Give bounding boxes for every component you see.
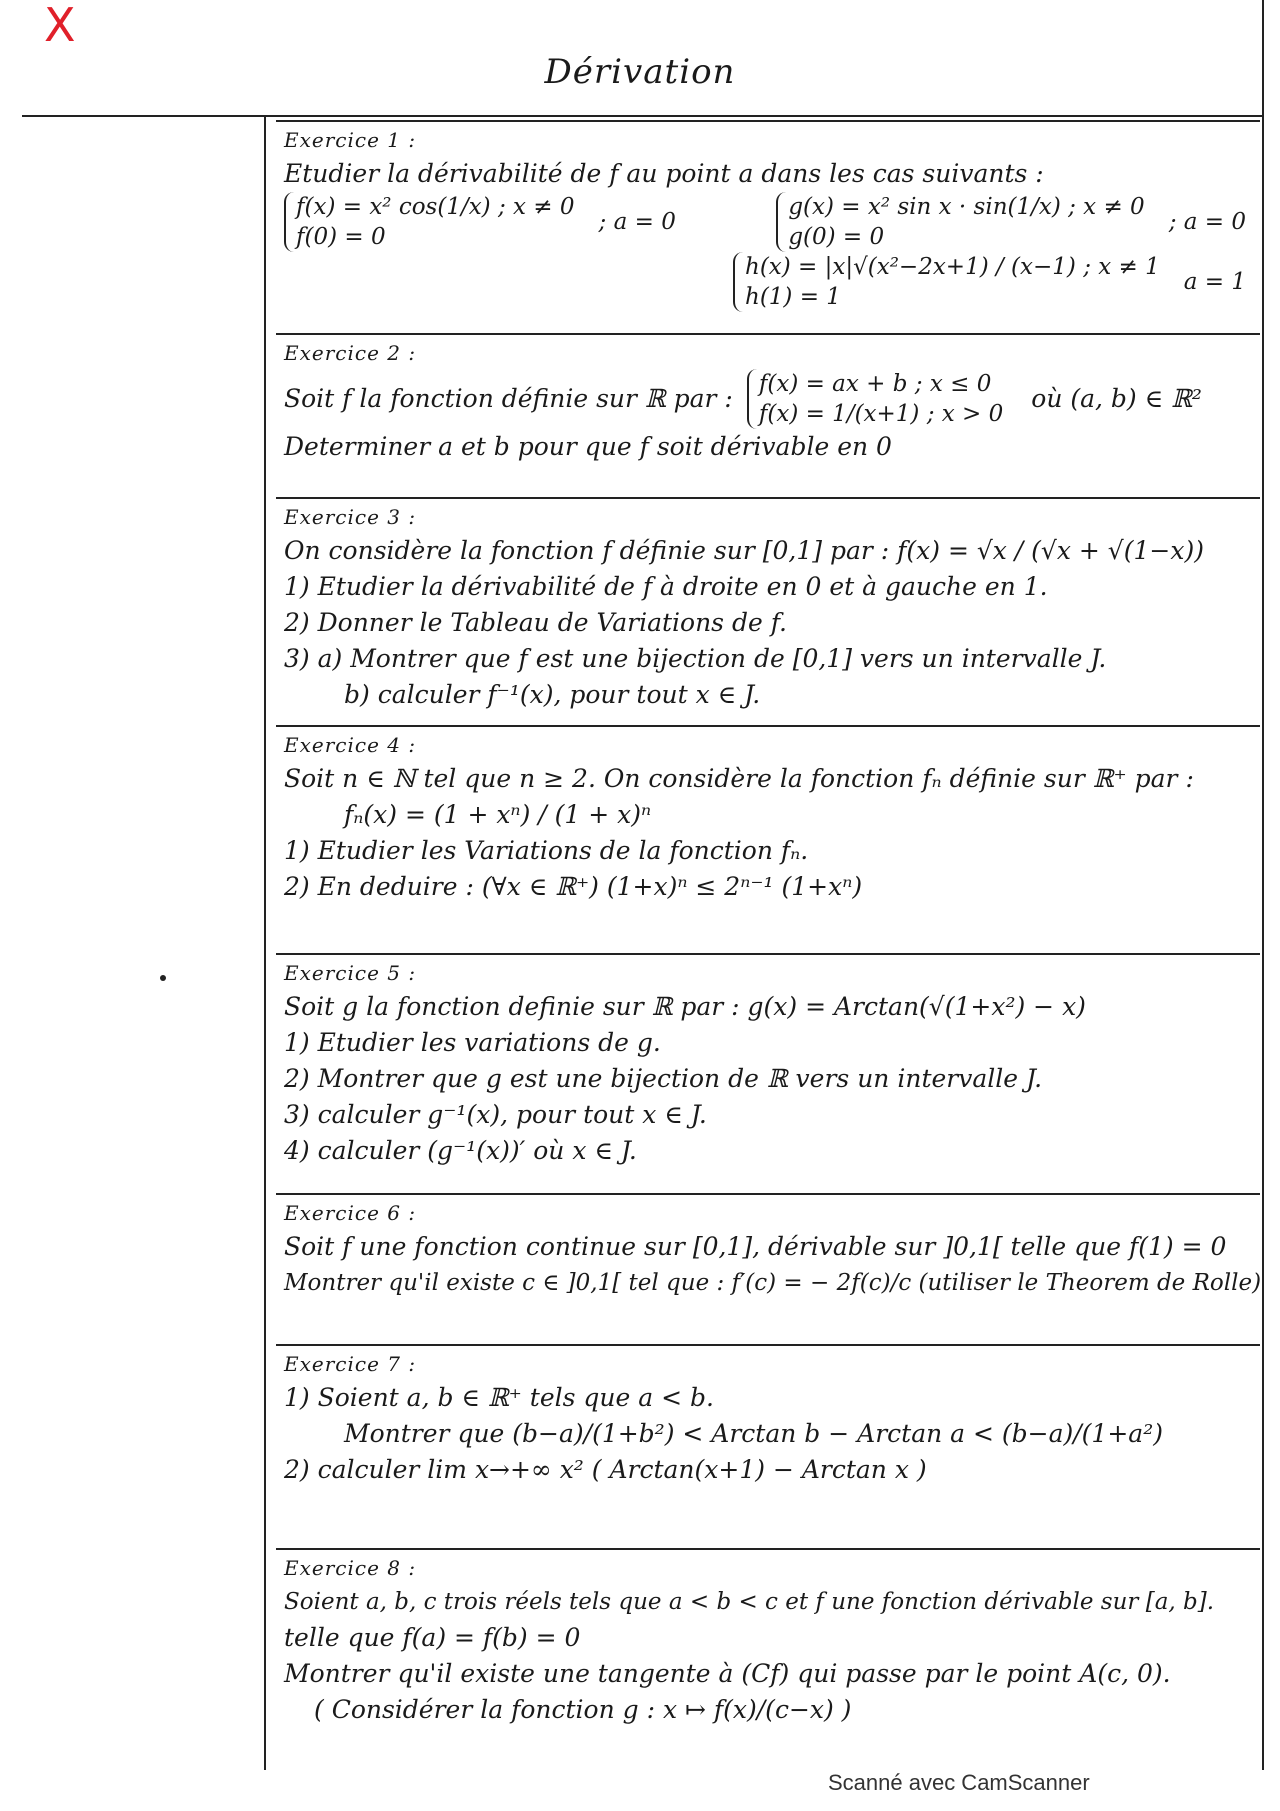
exercise-title: Exercice 3 :	[284, 505, 417, 529]
red-x-mark: X	[44, 0, 76, 52]
scanner-watermark: Scanné avec CamScanner	[828, 1770, 1090, 1795]
question-4: 4) calculer (g⁻¹(x))′ où x ∈ J.	[284, 1136, 637, 1165]
case-f	[284, 192, 676, 252]
exercise-8	[276, 1548, 1260, 1768]
exercise-hint: ( Considérer la fonction g : x ↦ f(x)/(c−x) )	[314, 1695, 852, 1724]
exercise-statement: Soit g la fonction definie sur ℝ par : g(x) = Arctan(√(1+x²) − x)	[284, 992, 1086, 1021]
exercise-5	[276, 953, 1260, 1190]
exercise-condition: telle que f(a) = f(b) = 0	[284, 1623, 581, 1652]
case-line: f(x) = x² cos(1/x) ; x ≠ 0	[296, 194, 575, 220]
piecewise-line: f(x) = 1/(x+1) ; x > 0	[758, 401, 1004, 427]
question-1: 1) Etudier les Variations de la fonction fₙ.	[284, 836, 809, 865]
question-3a: 3) a) Montrer que f est une bijection de [0,1] vers un intervalle J.	[284, 644, 1107, 673]
definition-row	[284, 369, 1254, 429]
exercise-title: Exercice 6 :	[284, 1201, 417, 1225]
margin-line	[264, 115, 266, 1770]
exercise-statement: Soit f une fonction continue sur [0,1], dérivable sur ]0,1[ telle que f(1) = 0	[284, 1232, 1227, 1261]
function-definition: fₙ(x) = (1 + xⁿ) / (1 + x)ⁿ	[344, 800, 652, 829]
inequality: Montrer que (b−a)/(1+b²) < Arctan b − Arctan a < (b−a)/(1+a²)	[344, 1419, 1163, 1448]
exercise-title: Exercice 7 :	[284, 1352, 417, 1376]
question-1: 1) Etudier les variations de g.	[284, 1028, 661, 1057]
case-line: h(x) = |x|√(x²−2x+1) / (x−1) ; x ≠ 1	[745, 254, 1160, 280]
exercise-statement: Soit n ∈ ℕ tel que n ≥ 2. On considère la fonction fₙ définie sur ℝ⁺ par :	[284, 764, 1194, 793]
exercise-title: Exercice 8 :	[284, 1556, 417, 1580]
exercise-statement: Soit f la fonction définie sur ℝ par :	[284, 384, 733, 413]
exercise-statement: Etudier la dérivabilité de f au point a dans les cas suivants :	[284, 159, 1044, 188]
case-point: ; a = 0	[1168, 208, 1246, 235]
page-title: Dérivation	[544, 52, 736, 92]
question-3: 3) calculer g⁻¹(x), pour tout x ∈ J.	[284, 1100, 707, 1129]
question-3b: b) calculer f⁻¹(x), pour tout x ∈ J.	[344, 680, 761, 709]
question-1: 1) Soient a, b ∈ ℝ⁺ tels que a < b.	[284, 1383, 714, 1412]
parameter-domain: où (a, b) ∈ ℝ²	[1031, 384, 1202, 413]
question-2: 2) En deduire : (∀x ∈ ℝ⁺) (1+x)ⁿ ≤ 2ⁿ⁻¹ (1+xⁿ)	[284, 872, 863, 901]
exercise-statement: On considère la fonction f définie sur [0,1] par : f(x) = √x / (√x + √(1−x))	[284, 536, 1204, 565]
case-line: h(1) = 1	[745, 284, 841, 310]
cases-row	[284, 192, 1254, 252]
exercise-question: Determiner a et b pour que f soit dérivable en 0	[284, 432, 892, 461]
exercise-3	[276, 497, 1260, 722]
piecewise-line: f(x) = ax + b ; x ≤ 0	[758, 371, 992, 397]
exercise-title: Exercice 1 :	[284, 128, 417, 152]
case-line: g(0) = 0	[788, 224, 885, 250]
case-line: f(0) = 0	[296, 224, 386, 250]
exercise-title: Exercice 4 :	[284, 733, 417, 757]
question-2: 2) Donner le Tableau de Variations de f.	[284, 608, 788, 637]
exercise-question: Montrer qu'il existe une tangente à (Cf) qui passe par le point A(c, 0).	[284, 1659, 1171, 1688]
exercise-statement: Soient a, b, c trois réels tels que a < b < c et f une fonction dérivable sur [a, b].	[284, 1589, 1215, 1615]
question-2: 2) Montrer que g est une bijection de ℝ vers un intervalle J.	[284, 1064, 1043, 1093]
exercise-title: Exercice 2 :	[284, 341, 417, 365]
case-point: ; a = 0	[598, 208, 676, 235]
exercise-2	[276, 333, 1260, 493]
exercise-question: Montrer qu'il existe c ∈ ]0,1[ tel que : f′(c) = − 2f(c)/c (utiliser le Theorem de Rolle)	[284, 1270, 1262, 1296]
exercise-7	[276, 1344, 1260, 1544]
margin-dot	[160, 975, 166, 981]
exercise-4	[276, 725, 1260, 950]
title-divider	[22, 115, 1262, 117]
page-border-right	[1262, 0, 1264, 1770]
exercise-title: Exercice 5 :	[284, 961, 417, 985]
exercise-6	[276, 1193, 1260, 1341]
question-2: 2) calculer lim x→+∞ x² ( Arctan(x+1) − Arctan x )	[284, 1455, 927, 1484]
question-1: 1) Etudier la dérivabilité de f à droite en 0 et à gauche en 1.	[284, 572, 1048, 601]
case-h	[284, 252, 1254, 312]
case-g	[776, 192, 1246, 252]
exercise-1	[276, 120, 1260, 330]
case-line: g(x) = x² sin x · sin(1/x) ; x ≠ 0	[788, 194, 1145, 220]
case-point: a = 1	[1183, 269, 1246, 295]
